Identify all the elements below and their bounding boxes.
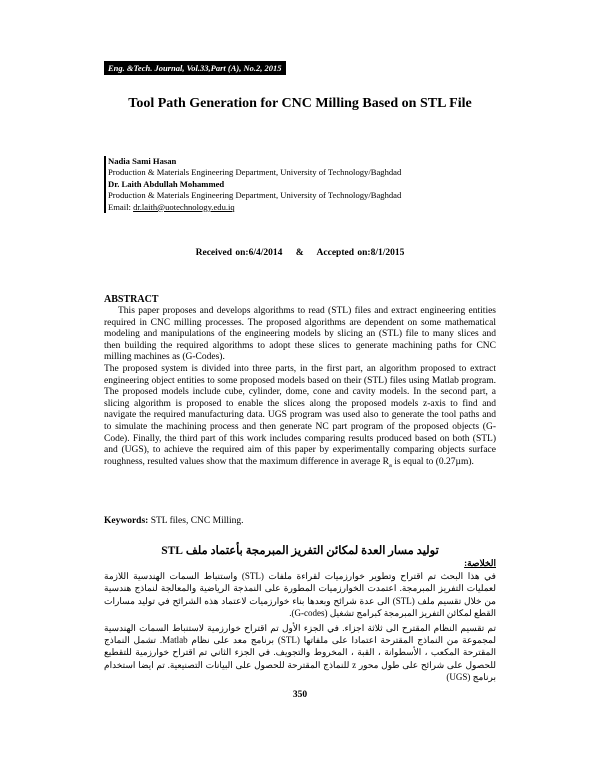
abstract-paragraph: This paper proposes and develops algorithms to read (STL) files and extract engineering entities required in CNC milling processes. The proposed algorithms are dependent on some mathematical modeling and manipulations of the engineering models by slicing an (STL) file to many slices and then building the required algorithms to adopt these slices to generate machining paths for CNC milling machines as (G-Codes). — [104, 306, 496, 363]
accepted-date: Accepted on:8/1/2015 — [316, 248, 405, 258]
email-label: Email: — [108, 201, 134, 212]
dates-line — [0, 248, 600, 258]
abstract-text-end: is equal to (0.27µm). — [391, 456, 474, 467]
arabic-abstract-body — [104, 570, 496, 684]
keywords-label: Keywords: — [104, 516, 149, 526]
journal-header: Eng. &Tech. Journal, Vol.33,Part (A), No.2, 2015 — [104, 61, 286, 75]
keywords — [104, 516, 244, 526]
abstract-paragraph — [104, 364, 496, 471]
author-affiliation: Production & Materials Engineering Department, University of Technology/Baghdad — [108, 167, 402, 178]
subscript-a: a — [389, 461, 392, 469]
email-line — [108, 202, 508, 213]
arabic-title: توليد مسار العدة لمكائن التفريز المبرمجة بأعتماد ملف STL — [161, 545, 439, 557]
abstract-text: The proposed system is divided into three parts, in the first part, an algorithm proposed to extract engineering object entities to some proposed models based on their (STL) files using Matlab program. The proposed models include cube, cylinder, dome, cone and cavity models. In the second part, a slicing algorithm is proposed to enable the slices along the proposed models z-axis to find and navigate the required manufacturing data. UGS program was used also to generate the tool paths and to simulate the machining process and then generate NC part program of the proposed objects (G-Code). Finally, the third part of this work includes comparing results produced based on both (STL) and (UGS), to achieve the required aim of this paper by experimentally comparing objects surface roughness, resulted values show that the maximum difference in average R — [104, 363, 496, 467]
author-name: Dr. Laith Abdullah Mohammed — [108, 178, 225, 189]
arabic-paragraph: في هذا البحث تم اقتراح وتطوير خوارزميات لقراءة ملفات (STL) واستنباط السمات الهندسية اللازمة لعمليات التفريز المبرمجة. اعتمدت الخوارزميات المطورة على النمذجة الرياضية والمعالجة لنماذج هندسية من خلال تقسيم ملف (STL) الى عدة شرائح وبعدها بناء خوارزميات لاعتماد هذه الشرائح في توليد مسارات القطع لمكائن التفريز المبرمجة كبرامج تشغيل (G-codes). — [104, 571, 496, 619]
received-date: Received on:6/4/2014 — [195, 248, 283, 258]
arabic-paragraph: تم تقسيم النظام المقترح الى ثلاثة اجزاء. في الجزء الأول تم اقتراح خوارزمية لاستنباط السمات الهندسية لمجموعة من النماذج المقترحة اعتمادا على ملفاتها (STL) برنامج معد على نظام Matlab. تشمل النماذج المقترحة المكعب ، الأسطوانة ، القبة ، المخروط والتجويف. في الجزء الثاني تم اقتراح خوارزمية للتقطيع للحصول على شرائح على طول محور z للنماذج المقترحة للحصول على البيانات التصنيعية. تم ايضا استخدام برنامج (UGS) — [104, 622, 496, 683]
dates-separator: & — [295, 248, 304, 258]
abstract-heading: ABSTRACT — [104, 294, 159, 305]
paper-title: Tool Path Generation for CNC Milling Based on STL File — [128, 96, 472, 111]
page-number: 350 — [292, 690, 308, 700]
keywords-text: STL files, CNC Milling. — [148, 516, 244, 526]
arabic-abstract-heading: الخلاصة: — [464, 558, 496, 568]
email-link[interactable]: dr.laith@uotechnology.edu.iq — [133, 201, 235, 212]
author-name: Nadia Sami Hasan — [108, 156, 177, 166]
author-block — [104, 156, 508, 213]
abstract-body — [104, 306, 496, 471]
author-affiliation: Production & Materials Engineering Department, University of Technology/Baghdad — [108, 190, 402, 201]
